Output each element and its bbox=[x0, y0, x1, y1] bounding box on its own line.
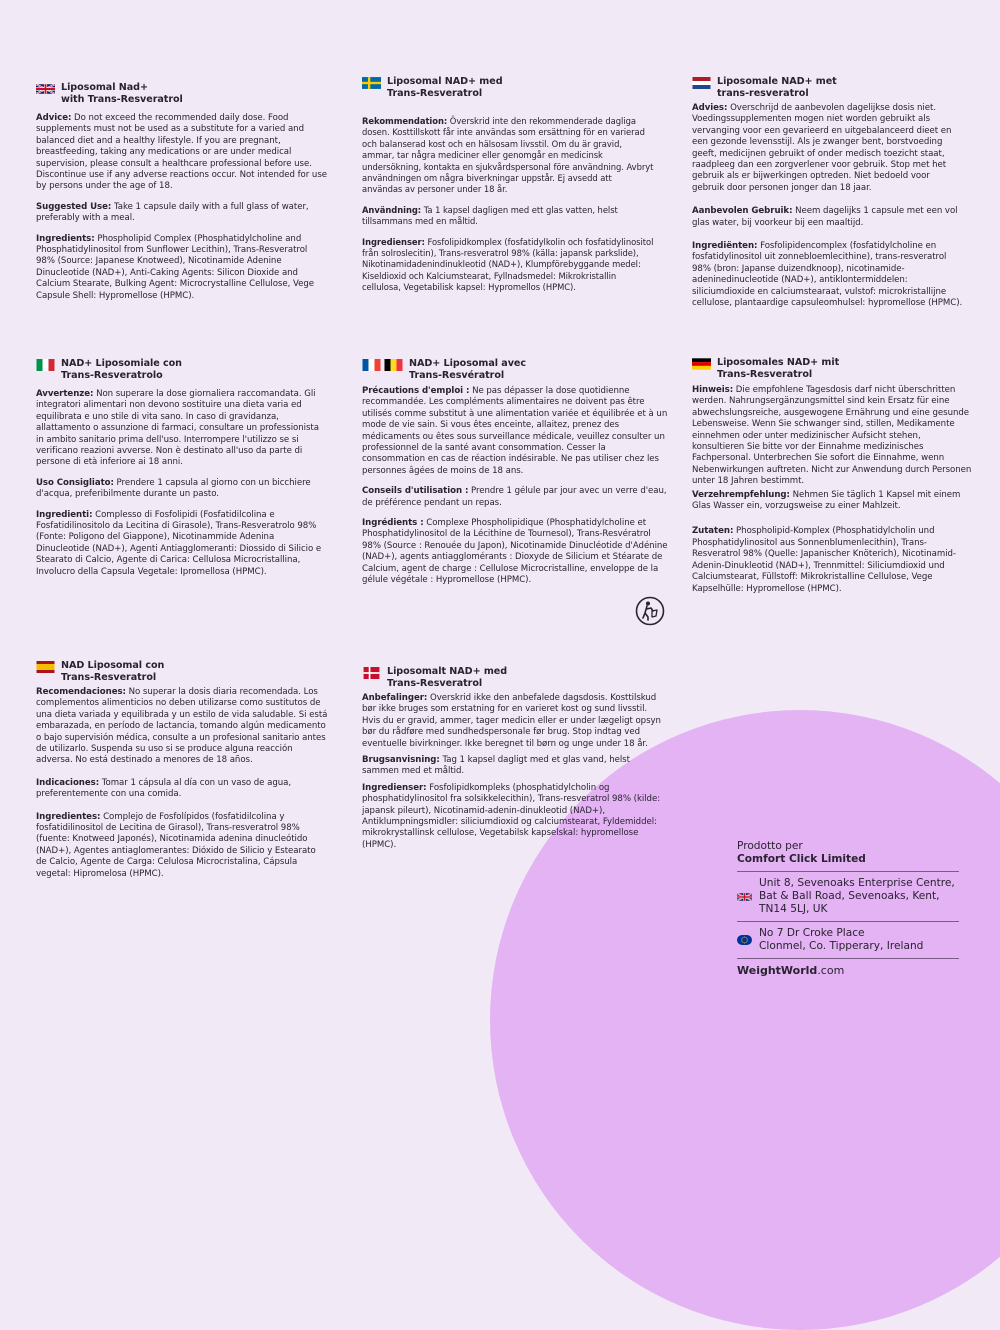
ingredients-paragraph: Ingrédients : Complexe Phospholipidique (Phosphatidylcholine et Phosphatidylinositol de la Lécithine de Tournesol), Trans-Resvératrol 98% (Source : Renouée du Japon), Nicotinamide Dinucléotide d'Adénine (NAD+), agents antiagglomérants : Dioxyde de Silicium et Stéarate de Calcium, agent de charge : Cellulose Microcristalline, enveloppe de la gélule végétale : Hypromellose (HPMC). bbox=[362, 518, 668, 586]
advice-paragraph: Hinweis: Die empfohlene Tagesdosis darf nicht überschritten werden. Nahrungsergänzungsmittel sind kein Ersatz für eine abwechslungsreiche, ausgewogene Ernährung und eine gesunde Lebensweise. Wenn Sie schwanger sind, stillen, Medikamente einnehmen oder unter medizinischer Aufsicht stehen, konsultieren Sie bitte vor der Einnahme medizinisches Fachpersonal. Unterbrechen Sie sofort die Einnahme, wenn Nebenwirkungen auftreten. Nicht zur Anwendung durch Personen unter 18 Jahren bestimmt. bbox=[692, 385, 972, 487]
denmark-flag-icon bbox=[362, 667, 381, 679]
producer-info bbox=[737, 840, 959, 978]
advice-paragraph: Advice: Do not exceed the recommended daily dose. Food supplements must not be used as a substitute for a varied and balanced diet and a healthy lifestyle. If you are pregnant, breastfeeding, taking any medications or are under medical supervision, please consult a healthcare professional before use. Discontinue use if any adverse reactions occur. Not intended for use by persons under the age of 18. bbox=[36, 113, 327, 192]
germany-flag-icon bbox=[692, 358, 711, 370]
block-title: NAD+ Liposomiale con Trans-Resveratrolo bbox=[61, 358, 182, 381]
block-title: Liposomal Nad+ with Trans-Resveratrol bbox=[61, 82, 183, 105]
label-block-danish bbox=[362, 666, 662, 860]
block-title: Liposomale NAD+ met trans-resveratrol bbox=[717, 76, 837, 99]
advice-paragraph: Rekommendation: Överskrid inte den rekommenderade dagliga dosen. Kosttillskott får inte användas som ersättning för en varierad och balanserad kost och en hälsosam livsstil. Om du är gravid, ammar, tar några mediciner eller genomgår en medicinsk undersökning, kontakta en sjukvårdspersonal före användning. Avbryt användningen om några biverkningar uppstår. Ej avsedd att användas av personer under 18 år. bbox=[362, 116, 654, 195]
usage-paragraph: Aanbevolen Gebruik: Neem dagelijks 1 capsule met een vol glas water, bij voorkeur bij een maaltijd. bbox=[692, 206, 958, 228]
netherlands-flag-icon bbox=[692, 77, 711, 89]
producer-label: Prodotto per bbox=[737, 840, 803, 852]
advice-paragraph: Advies: Overschrijd de aanbevolen dagelijkse dosis niet. Voedingssupplementen mogen niet worden gebruikt als vervanging voor een gevarieerd en uitgebalanceerd dieet en een gezonde levensstijl. Als je zwanger bent, borstvoeding geeft, medicijnen gebruikt of onder medisch toezicht staat, raadpleeg dan een zorgverlener voor gebruik. Stop met het gebruik als er bijwerkingen optreden. Niet bedoeld voor gebruik door personen jonger dan 18 jaar. bbox=[692, 103, 952, 193]
divider bbox=[737, 871, 959, 872]
ingredients-paragraph: Ingredienser: Fosfolipidkomplex (fosfatidylkolin och fosfatidylinositol från solroslecitin), Trans-resveratrol 98% (källa: japansk parkslide), Nikotinamidadenindinukleotid (NAD+), Klumpförebyggande medel: Kiseldioxid och Kalciumstearat, Fyllnadsmedel: Mikrokristallin cellulosa, Vegetabilisk kapsel: Hypromellos (HPMC). bbox=[362, 236, 654, 293]
ingredients-paragraph: Ingredientes: Complejo de Fosfolípidos (fosfatidilcolina y fosfatidilinositol de Lecitina de Girasol), Trans-resveratrol 98% (fuente: Knotweed Japonés), Nicotinamida adenina dinucleótido (NAD+), Agentes antiaglomerantes: Dióxido de Silicio y Estearato de Calcio, Agente de Carga: Celulosa Microcristalina, Cápsula vegetal: Hipromelosa (HPMC). bbox=[36, 811, 316, 879]
usage-paragraph: Suggested Use: Take 1 capsule daily with a full glass of water, preferably with a meal. bbox=[36, 201, 309, 224]
advice-paragraph: Recomendaciones: No superar la dosis diaria recomendada. Los complementos alimenticios no deben utilizarse como sustitutos de una dieta variada y equilibrada y un estilo de vida saludable. Si está embarazada, en período de lactancia, tomando algún medicamento o bajo supervisión médica, consulte a un profesional sanitario antes de utilizarlo. Suspenda su uso si se produce alguna reacción adversa. No está destinado a menores de 18 años. bbox=[36, 687, 328, 766]
ingredients-paragraph: Ingrediënten: Fosfolipidencomplex (fosfatidylcholine en fosfatidylinositol uit zonnebloemlecithine), trans-resveratrol 98% (bron: Japanse duizendknoop), nicotinamide-adeninedinucleotide (NAD+), antiklontermiddelen: siliciumdioxide en calciumstearaat, vulstof: microkristallijne cellulose, plantaardige capsuleomhulsel: hypromellose (HPMC). bbox=[692, 241, 963, 309]
label-block-spanish bbox=[36, 660, 328, 889]
brand-website: WeightWorld.com bbox=[737, 964, 845, 977]
uk-flag-icon bbox=[737, 892, 752, 902]
block-title: Liposomales NAD+ mit Trans-Resveratrol bbox=[717, 357, 840, 380]
label-block-italian bbox=[36, 358, 326, 587]
producer-company: Comfort Click Limited bbox=[737, 853, 866, 865]
divider bbox=[737, 958, 959, 959]
block-title: NAD+ Liposomal avec Trans-Resvératrol bbox=[409, 358, 527, 381]
ingredients-paragraph: Ingredienti: Complesso di Fosfolipidi (Fosfatidilcolina e Fosfatidilinositolo da Lecitina di Girasole), Trans-Resveratrolo 98% (Fonte: Poligono del Giappone), Nicotinammide Adenina Dinucleotide (NAD+), Agenti Antiagglomeranti: Diossido di Silicio e Stearato di Calcio, Agente di Carica: Cellulosa Microcristallina, Involucro della Capsula Vegetale: Ipromellosa (HPMC). bbox=[36, 509, 322, 577]
italy-flag-icon bbox=[36, 359, 55, 371]
label-block-english bbox=[36, 82, 328, 311]
spain-flag-icon bbox=[36, 661, 55, 673]
ingredients-paragraph: Ingredienser: Fosfolipidkompleks (phosphatidylcholin og phosphatidylinositol fra solsikkelecithin), Trans-resveratrol 98% (kilde: japansk pileurt), Nicotinamid-adenin-dinukleotid (NAD+), Antiklumpningsmidler: siliciumdioxid og calciumstearat, Fyldemiddel: mikrokrystallinsk cellulose, Vegetabilsk kapselskal: hypromellose (HPMC). bbox=[362, 782, 661, 850]
disposal-icon bbox=[635, 596, 665, 626]
eu-address-text: No 7 Dr Croke Place Clonmel, Co. Tipperary, Ireland bbox=[759, 927, 924, 952]
advice-paragraph: Avvertenze: Non superare la dose giornaliera raccomandata. Gli integratori alimentari non devono sostituire una dieta varia ed equilibrata e uno stile di vita sano. In caso di gravidanza, allattamento o assunzione di farmaci, consultare un professionista in ambito sanitario prima dell'uso. Interrompere l'utilizzo se si verificano reazioni avverse. Non è destinato all'uso da parte di persone di età inferiore ai 18 anni. bbox=[36, 389, 319, 468]
advice-paragraph: Précautions d'emploi : Ne pas dépasser la dose quotidienne recommandée. Les compléments alimentaires ne doivent pas être utilisés comme substitut à une alimentation variée et équilibrée et à un mode de vie sain. Si vous êtes enceinte, allaitez, prenez des médicaments ou êtes sous surveillance médicale, veuillez consulter un professionnel de la santé avant consommation. Cesser la consommation en cas de réaction indésirable. Ne pas utiliser chez les personnes âgées de moins de 18 ans. bbox=[362, 386, 668, 476]
advice-paragraph: Anbefalinger: Overskrid ikke den anbefalede dagsdosis. Kosttilskud bør ikke bruges som erstatning for en varieret kost og sund livsstil. Hvis du er gravid, ammer, tager medicin eller er under lægeligt opsyn bør du rådføre med sundhedspersonale før brug. Stop indtag ved eventuelle bivirkninger. Ikke beregnet til børn og unge under 18 år. bbox=[362, 693, 661, 749]
ingredients-paragraph: Zutaten: Phospholipid-Komplex (Phosphatidylcholin und Phosphatidylinositol aus Sonnenblumenlecithin), Trans-Resveratrol 98% (Quelle: Japanischer Knöterich), Nicotinamid-Adenin-Dinukleotid (NAD+), Trennmittel: Siliciumdioxid und Calciumstearat, Füllstoff: Mikrokristalline Cellulose, Vege Kapselhülle: Hypromellose (HPMC). bbox=[692, 526, 956, 594]
usage-paragraph: Brugsanvisning: Tag 1 kapsel dagligt med et glas vand, helst sammen med et måltid. bbox=[362, 755, 630, 777]
block-title: Liposomalt NAD+ med Trans-Resveratrol bbox=[387, 666, 508, 689]
usage-paragraph: Indicaciones: Tomar 1 cápsula al día con un vaso de agua, preferentemente con una comida. bbox=[36, 777, 292, 800]
france-flag-icon bbox=[362, 359, 381, 371]
uk-address bbox=[737, 877, 959, 916]
block-title: NAD Liposomal con Trans-Resveratrol bbox=[61, 660, 165, 683]
label-block-dutch bbox=[692, 76, 964, 319]
usage-paragraph: Uso Consigliato: Prendere 1 capsula al giorno con un bicchiere d'acqua, preferibilmente durante un pasto. bbox=[36, 477, 311, 500]
sweden-flag-icon bbox=[362, 77, 381, 89]
eu-address bbox=[737, 927, 959, 953]
uk-address-text: Unit 8, Sevenoaks Enterprise Centre, Bat & Ball Road, Sevenoaks, Kent, TN14 5LJ, UK bbox=[759, 877, 955, 915]
eu-flag-icon bbox=[737, 935, 752, 945]
usage-paragraph: Conseils d'utilisation : Prendre 1 gélule par jour avec un verre d'eau, de préférence pendant un repas. bbox=[362, 486, 667, 508]
uk-flag-icon bbox=[36, 83, 55, 95]
ingredients-paragraph: Ingredients: Phospholipid Complex (Phosphatidylcholine and Phosphatidylinositol from Sunflower Lecithin), Trans-Resveratrol 98% (Source: Japanese Knotweed), Nicotinamide Adenine Dinucleotide (NAD+), Anti-Caking Agents: Silicon Dioxide and Calcium Stearate, Bulking Agent: Microcrystalline Cellulose, Vege Capsule Shell: Hypromellose (HPMC). bbox=[36, 233, 314, 301]
label-block-french bbox=[362, 358, 670, 596]
label-block-german bbox=[692, 357, 972, 604]
label-block-swedish bbox=[362, 76, 654, 303]
block-title: Liposomal NAD+ med Trans-Resveratrol bbox=[387, 76, 503, 99]
divider bbox=[737, 921, 959, 922]
usage-paragraph: Användning: Ta 1 kapsel dagligen med ett glas vatten, helst tillsammans med en måltid. bbox=[362, 204, 618, 227]
belgium-flag-icon bbox=[384, 359, 403, 371]
usage-paragraph: Verzehrempfehlung: Nehmen Sie täglich 1 Kapsel mit einem Glas Wasser ein, vorzugsweise zu einer Mahlzeit. bbox=[692, 489, 961, 512]
